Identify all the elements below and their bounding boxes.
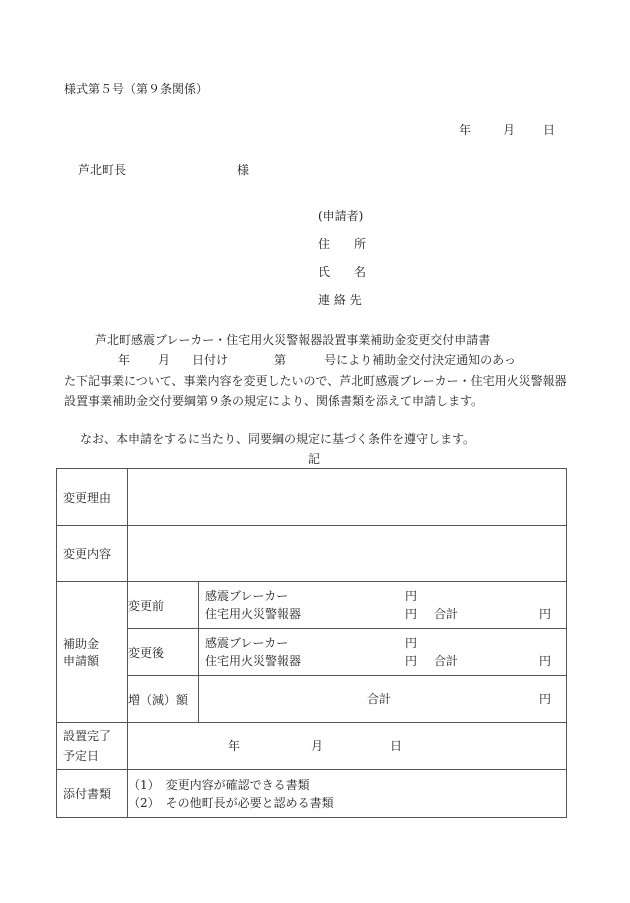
before-total-label: 合計 [434, 607, 459, 621]
notice-text: なお、本申請をするに当たり、同要綱の規定に基づく条件を遵守します。 [80, 432, 476, 446]
change-content-label: 変更内容 [57, 526, 128, 582]
body-year: 年 [118, 353, 131, 367]
before-breaker-label: 感震ブレーカー [205, 589, 289, 603]
row-before [57, 582, 567, 629]
change-reason-field[interactable] [128, 469, 567, 526]
attachment-item-1: （1） 変更内容が確認できる書類 [128, 777, 310, 792]
body-dai: 第 [274, 353, 287, 367]
ki-heading: 記 [308, 452, 321, 466]
addressee-name: 芦北町長 [78, 163, 127, 177]
before-breaker-yen: 円 [405, 589, 418, 603]
after-breaker-label: 感震ブレーカー [205, 636, 289, 650]
completion-label-2: 予定日 [63, 749, 100, 763]
after-amounts[interactable] [199, 629, 567, 676]
row-change-reason [57, 469, 567, 526]
after-total-yen: 円 [539, 654, 552, 668]
after-label: 変更後 [128, 629, 199, 676]
applicant-heading: (申請者) [318, 209, 364, 223]
diff-total-yen: 円 [539, 692, 552, 706]
applicant-address: 住 所 [318, 237, 367, 251]
completion-year: 年 [228, 739, 241, 753]
after-alarm-label: 住宅用火災警報器 [205, 654, 302, 668]
attachments-list [128, 770, 567, 818]
body-paragraph: た下記事業について、事業内容を変更したいので、芦北町感震ブレーカー・住宅用火災警報器設置事業補助金交付要綱第９条の規定により、関係書類を添えて申請します。 [64, 373, 567, 408]
before-amounts[interactable] [199, 582, 567, 629]
attachments-label: 添付書類 [57, 770, 128, 818]
before-label: 変更前 [128, 582, 199, 629]
subsidy-label [57, 582, 128, 723]
change-content-field[interactable] [128, 526, 567, 582]
date-month: 月 [503, 123, 516, 137]
after-alarm-yen: 円 [405, 654, 418, 668]
date-day: 日 [543, 123, 556, 137]
diff-amount[interactable] [199, 676, 567, 723]
before-total-yen: 円 [539, 607, 552, 621]
body-day: 日付け [192, 353, 229, 367]
completion-day: 日 [390, 739, 403, 753]
row-change-content [57, 526, 567, 582]
body-line1-rest: 号により補助金交付決定通知のあっ [324, 353, 516, 367]
document-title: 芦北町感震ブレーカー・住宅用火災警報器設置事業補助金変更交付申請書 [95, 333, 491, 347]
after-breaker-yen: 円 [405, 636, 418, 650]
applicant-contact: 連 絡 先 [318, 293, 362, 307]
completion-month: 月 [311, 739, 324, 753]
row-attachments [57, 770, 567, 818]
diff-label: 増（減）額 [128, 676, 199, 723]
date-line [459, 121, 555, 138]
row-after [57, 629, 567, 676]
applicant-block [318, 202, 366, 314]
subsidy-label-1: 補助金 [63, 637, 100, 651]
date-year: 年 [459, 123, 472, 137]
application-table [56, 468, 567, 818]
completion-date-field[interactable] [128, 723, 567, 770]
before-alarm-label: 住宅用火災警報器 [205, 607, 302, 621]
addressee [78, 161, 250, 178]
before-alarm-yen: 円 [405, 607, 418, 621]
attachment-item-2: （2） その他町長が必要と認める書類 [128, 795, 334, 810]
addressee-honorific: 様 [237, 163, 250, 177]
body-month: 月 [158, 353, 171, 367]
subsidy-label-2: 申請額 [63, 654, 100, 668]
row-diff [57, 676, 567, 723]
row-completion [57, 723, 567, 770]
completion-label-1: 設置完了 [63, 729, 112, 743]
completion-label [57, 723, 128, 770]
applicant-name: 氏 名 [318, 265, 367, 279]
form-id: 様式第５号（第９条関係） [64, 82, 209, 96]
change-reason-label: 変更理由 [57, 469, 128, 526]
after-total-label: 合計 [434, 654, 459, 668]
diff-total-label: 合計 [367, 692, 392, 706]
body-text [64, 350, 569, 412]
